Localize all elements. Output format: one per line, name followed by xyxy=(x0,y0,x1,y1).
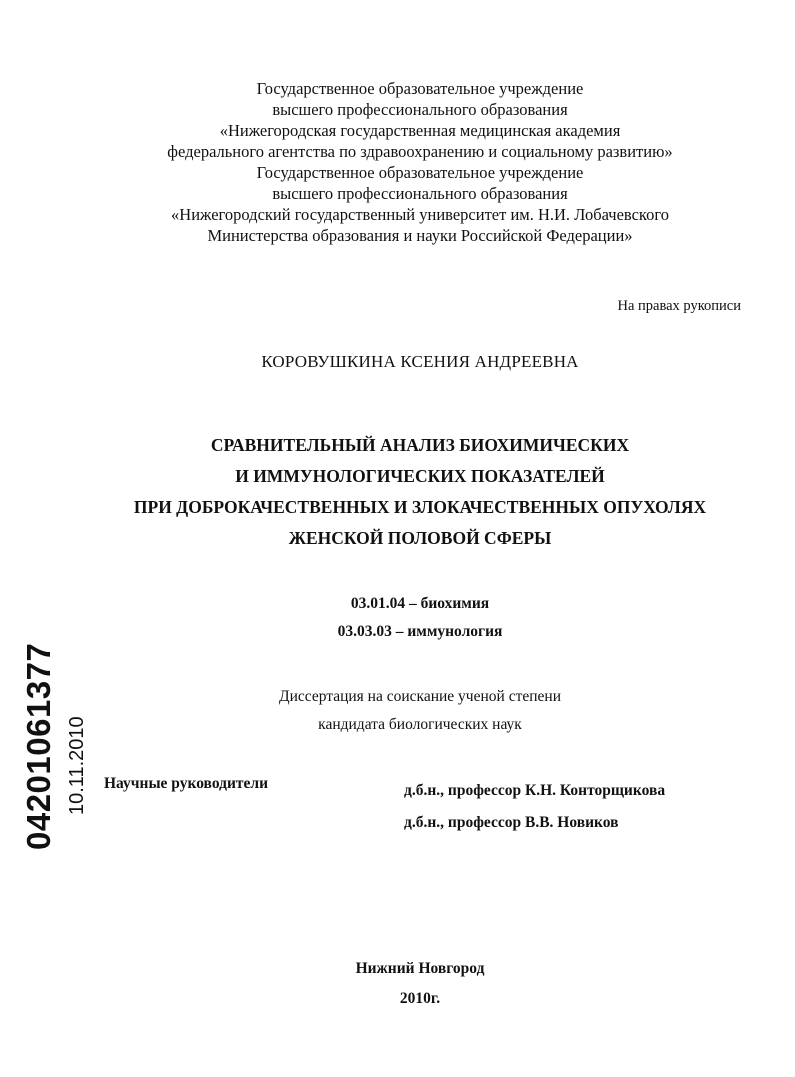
supervisor-name: д.б.н., профессор К.Н. Конторщикова xyxy=(404,782,666,799)
degree-statement xyxy=(60,683,780,739)
title-line: СРАВНИТЕЛЬНЫЙ АНАЛИЗ БИОХИМИЧЕСКИХ xyxy=(210,435,630,455)
institution-line: высшего профессионального образования xyxy=(272,184,568,203)
degree-line: кандидата биологических наук xyxy=(318,716,522,733)
supervisors-label: Научные руководители xyxy=(104,775,269,792)
title-line: ПРИ ДОБРОКАЧЕСТВЕННЫХ И ЗЛОКАЧЕСТВЕННЫХ ОПУХОЛЯХ xyxy=(133,497,707,517)
institution-line: высшего профессионального образования xyxy=(272,100,568,119)
supervisor-name: д.б.н., профессор В.В. Новиков xyxy=(404,814,619,831)
institution-line: федерального агентства по здравоохранению и социальному развитию» xyxy=(167,142,673,161)
manuscript-rights-note: На правах рукописи xyxy=(617,298,741,314)
institution-line: Государственное образовательное учреждение xyxy=(256,163,584,182)
specialty-immunology: 03.03.03 – иммунология xyxy=(337,623,503,640)
institution-line: Министерства образования и науки Российской Федерации» xyxy=(207,226,633,245)
institution-line: «Нижегородский государственный университет им. Н.И. Лобачевского xyxy=(171,205,669,224)
library-stamp-number: 04201061377 xyxy=(20,642,57,850)
degree-line: Диссертация на соискание ученой степени xyxy=(279,688,561,705)
city: Нижний Новгород xyxy=(355,960,485,977)
library-stamp-date: 10.11.2010 xyxy=(66,716,88,815)
title-line: И ИММУНОЛОГИЧЕСКИХ ПОКАЗАТЕЛЕЙ xyxy=(235,466,605,486)
institution-line: «Нижегородская государственная медицинская академия xyxy=(219,121,621,140)
author-name: КОРОВУШКИНА КСЕНИЯ АНДРЕЕВНА xyxy=(261,352,579,371)
institution-line: Государственное образовательное учреждение xyxy=(256,79,584,98)
dissertation-title xyxy=(50,430,790,554)
year: 2010г. xyxy=(399,990,441,1007)
specialty-codes xyxy=(60,590,780,646)
supervisors-list xyxy=(404,775,665,839)
institution-header xyxy=(60,78,780,246)
specialty-biochemistry: 03.01.04 – биохимия xyxy=(350,595,490,612)
title-line: ЖЕНСКОЙ ПОЛОВОЙ СФЕРЫ xyxy=(288,528,552,548)
